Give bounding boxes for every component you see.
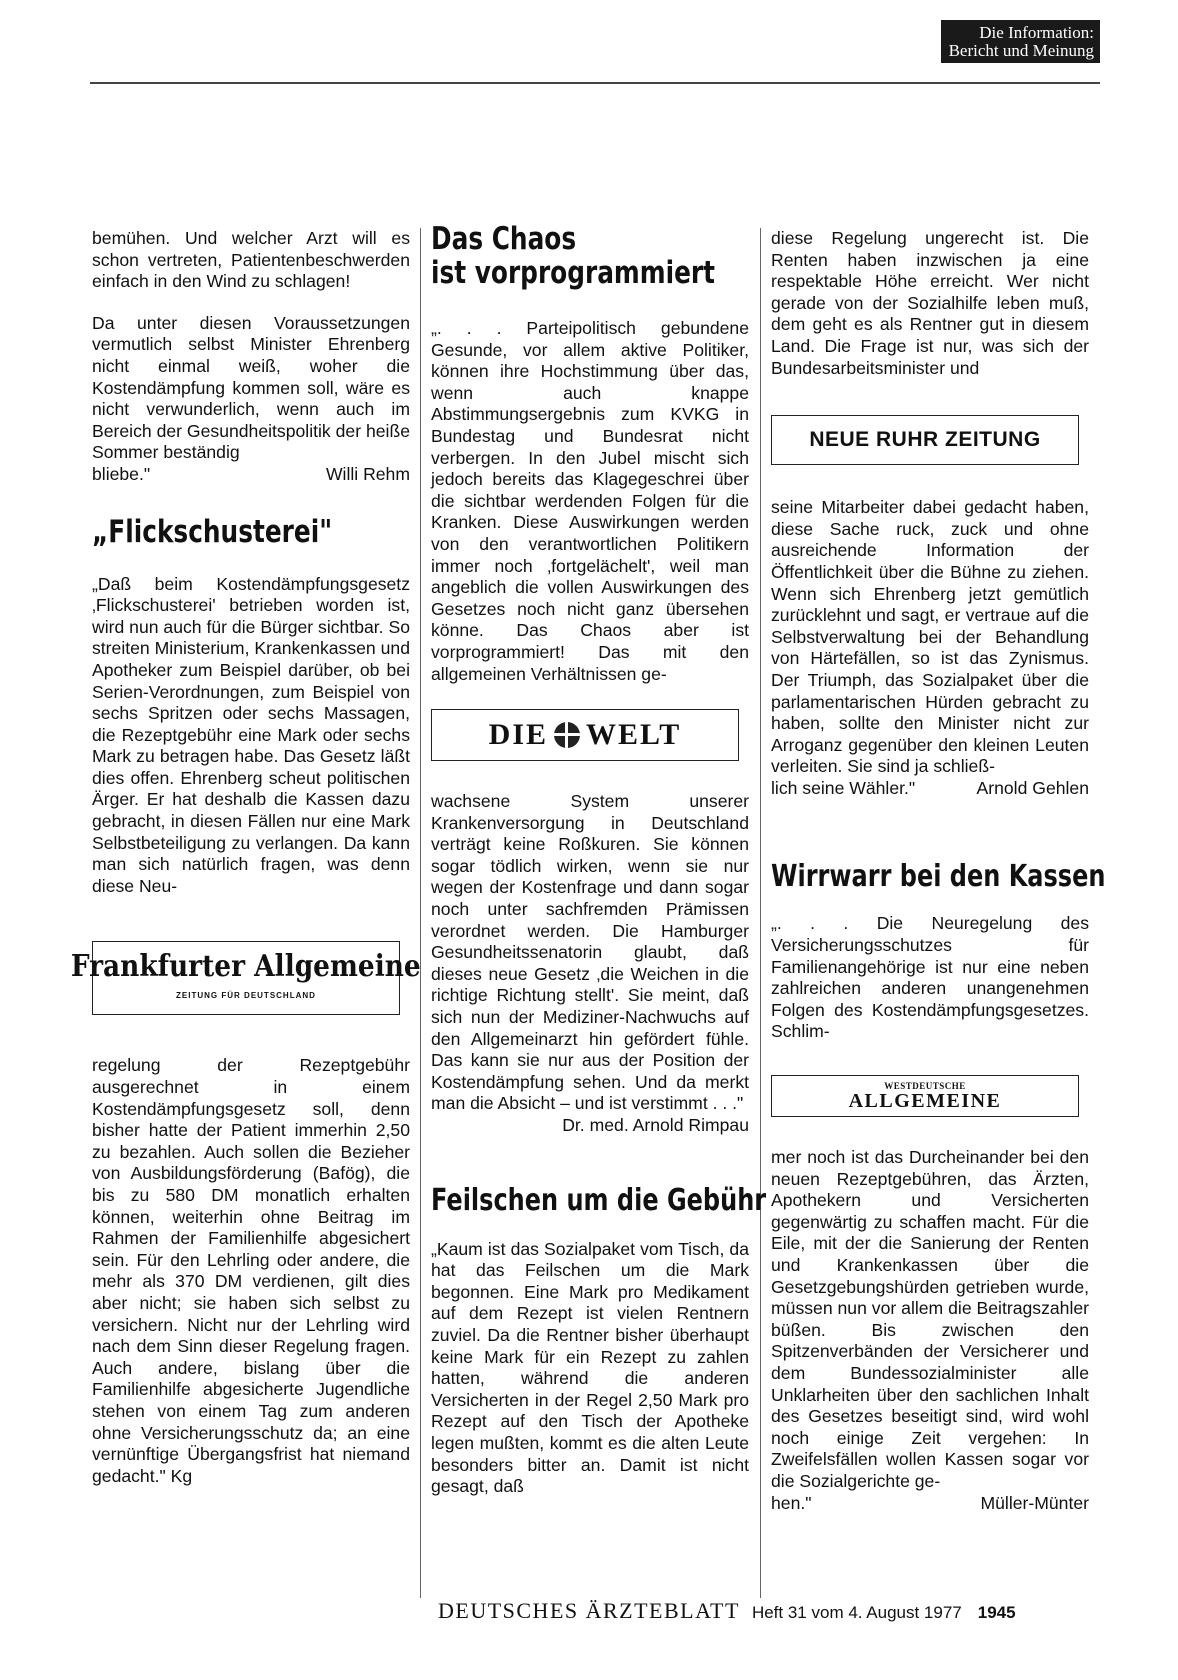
author-name: Arnold Gehlen [976, 777, 1089, 798]
article-text: „Kaum ist das Sozialpaket vom Tisch, da hat das Feilschen um die Mark begonnen. Eine Mark pro Medikament auf dem Rezept ist vielen Rentnern zuviel. Da die Rentner bisher überhaupt keine Mark für ein Rezept zu zahlen hatten, während die anderen Versicherten in der Regel 2,50 Mark pro Rezept auf den Tisch der Apotheke legen mußten, kommt es die alten Leute besonders bitter an. Damit ist nicht gesagt, daß [431, 1238, 749, 1497]
section-label [941, 20, 1100, 63]
signature-line [771, 1493, 1089, 1515]
article-heading: „Flickschusterei" [92, 513, 333, 550]
section-label-line1: Die Information: [979, 23, 1094, 42]
article-heading: Feilschen um die Gebühr [431, 1182, 767, 1218]
die-welt-masthead [431, 709, 739, 761]
article-text-end: lich seine Wähler." [771, 777, 916, 798]
article-heading: Wirrwarr bei den Kassen [771, 859, 1106, 895]
masthead-title: Frankfurter Allgemeine [71, 948, 421, 984]
column-2 [431, 221, 767, 1600]
publication-name: DEUTSCHES ÄRZTEBLATT [438, 1598, 740, 1623]
author-name: Dr. med. Arnold Rimpau [562, 1115, 749, 1135]
masthead-word: WELT [586, 718, 682, 752]
article-text: mer noch ist das Durcheinander bei den neuen Rezeptgebühren, das Ärzten, Apothekern und Versicherten gegenwärtig zu schaffen macht. Für die Eile, mit der die Sanierung der Renten und Krankenkassen über die Gesetzgebungshürden getrieben wurde, müssen nun vor allem die Beitragszahler büßen. Bis zwischen den Spitzenverbänden der Versicherer und dem Bundessozialminister alle Unklarheiten über den sachlichen Inhalt des Gesetzes beseitigt sind, wird wohl noch einige Zeit vergehen: In Zweifelsfällen wollen Kassen sogar vor die Sozialgerichte ge- [771, 1147, 1089, 1491]
article-text: „. . . Parteipolitisch gebundene Gesunde, vor allem aktive Politiker, können ihre Hochstimmung über das, wenn auch knappe Abstimmungsergebnis zum KVKG in Bundestag und Bundesrat nicht verbergen. In den Jubel mischt sich jedoch bereits das Klagegeschrei über die sichtbar werdenden Folgen für die Kranken. Diese Auswirkungen werden von den verantwortlichen Politikern immer noch ‚fortgelächelt', weil man angeblich die vollen Auswirkungen des Gesetzes noch nicht ganz übersehen könne. Das Chaos aber ist vorprogrammiert! Das mit den allgemeinen Verhältnissen ge- [431, 318, 749, 684]
article-text: regelung der Rezeptgebühr ausgerechnet in einem Kostendämpfungsgesetz soll, denn bisher hatte der Patient immerhin 2,50 zu bezahlen. Auch sollen die Bezieher von Ausbildungsförderung (Bafög), die bis zu 580 DM monatlich erhalten können, weiterhin ohne Beitrag im Rahmen der Familienhilfe abgesichert sein. Für den Lehrling oder andere, die mehr als 370 DM verdienen, gilt dies aber nicht; sie haben sich selbst zu versichern. Nicht nur der Lehrling wird nach dem Sinn dieser Regelung fragen. Auch andere, bislang über die Familienhilfe abgesicherte Jugendliche stehen von einem Tag zum anderen ohne Versicherungsschutz da; an eine vernünftige Übergangsfrist hat niemand gedacht." Kg [92, 1055, 410, 1486]
author-name: Müller-Münter [980, 1492, 1089, 1513]
column-3 [771, 228, 1106, 1600]
signature-line [92, 464, 410, 486]
article-text: „. . . Die Neuregelung des Versicherungsschutzes für Familienangehörige ist nur eine neben zahlreichen anderen unangenehmen Folgen des Kostendämpfungsgesetzes. Schlim- [771, 913, 1089, 1042]
heading-line: Das Chaos [431, 221, 577, 257]
masthead-word: DIE [488, 718, 549, 752]
section-label-line2: Bericht und Meinung [948, 41, 1094, 60]
column-divider-1 [420, 228, 421, 1598]
page-number: 1945 [977, 1603, 1016, 1622]
column-1 [71, 228, 421, 1600]
wa-masthead [771, 1075, 1079, 1117]
article-text: wachsene System unserer Krankenversorgung in Deutschland verträgt keine Roßkuren. Sie können sogar tödlich wirken, wenn sie nur wegen der Kostenfrage und dann sogar noch unter sachfremden Prämissen verordnet werden. Die Hamburger Gesundheitssenatorin glaubt, daß dieses neue Gesetz ‚die Weichen in die richtige Richtung stellt'. Sie meint, daß sich nun der Mediziner-Nachwuchs auf den Allgemeinarzt hin gefördert fühle. Das kann sie nur aus der Position der Kostendämpfung sehen. Und da merkt man die Absicht – und ist verstimmt . . ." [431, 791, 749, 1114]
masthead-title: ALLGEMEINE [848, 1090, 1002, 1113]
masthead-subtitle: ZEITUNG FÜR DEUTSCHLAND [176, 990, 316, 1000]
issue-info: Heft 31 vom 4. August 1977 [751, 1603, 962, 1622]
article-text: bemühen. Und welcher Arzt will es schon vertreten, Patientenbeschwerden einfach in den Wind zu schlagen! [92, 228, 410, 292]
faz-masthead [71, 941, 421, 1015]
heading-line: ist vorprogrammiert [431, 255, 716, 291]
article-heading [431, 221, 716, 291]
masthead-title: NEUE RUHR ZEITUNG [809, 428, 1041, 452]
author-name: Willi Rehm [325, 463, 410, 484]
top-rule [90, 82, 1100, 84]
article-text-end: bliebe." [92, 463, 151, 484]
masthead-subtitle: WESTDEUTSCHE [884, 1081, 966, 1092]
article-text: seine Mitarbeiter dabei gedacht haben, diese Sache ruck, zuck und ohne ausreichende Information der Öffentlichkeit über die Bühne zu ziehen. Wenn sich Ehrenberg jetzt gemütlich zurücklehnt und sagt, er vertraue auf die Selbstverwaltung bei der Behandlung von Härtefällen, so ist das Zynismus. Der Triumph, das Sozialpaket über die parlamentarischen Hürden gebracht zu haben, sollte den Minister nicht zur Arroganz gegenüber den kleinen Leuten verleiten. Sie sind ja schließ- [771, 497, 1089, 777]
column-divider-2 [760, 228, 761, 1598]
article-text-end: hen." [771, 1492, 812, 1513]
article-text: Da unter diesen Voraussetzungen vermutlich selbst Minister Ehrenberg nicht einmal weiß, woher die Kostendämpfung kommen soll, wäre es nicht verwunderlich, wenn auch im Bereich der Gesundheitspolitik der heiße Sommer beständig [92, 312, 410, 463]
article-text: diese Regelung ungerecht ist. Die Renten haben inzwischen ja eine respektable Höhe erreicht. Wer nicht gerade von der Sozialhilfe leben muß, dem geht es als Rentner gut in diesem Land. Die Frage ist nur, was sich der Bundesarbeitsminister und [771, 228, 1089, 378]
globe-icon [554, 722, 580, 748]
article-text: „Daß beim Kostendämpfungsgesetz ‚Flickschusterei' betrieben worden ist, wird nun auch für die Bürger sichtbar. So streiten Ministerium, Krankenkassen und Apotheker zum Beispiel darüber, ob bei Serien-Verordnungen, zum Beispiel von sechs Spritzen oder sechs Massagen, die Rezeptgebühr eine Mark oder sechs Mark zu betragen habe. Das Gesetz läßt dies offen. Ehrenberg scheut politischen Ärger. Er hat deshalb die Kassen dazu gebracht, in diesen Fällen nur eine Mark Selbstbeteiligung zu verlangen. Da kann man sich natürlich fragen, was denn diese Neu- [92, 573, 410, 896]
signature-line [771, 778, 1089, 800]
nrz-masthead [771, 415, 1079, 465]
page-footer [438, 1598, 1098, 1624]
